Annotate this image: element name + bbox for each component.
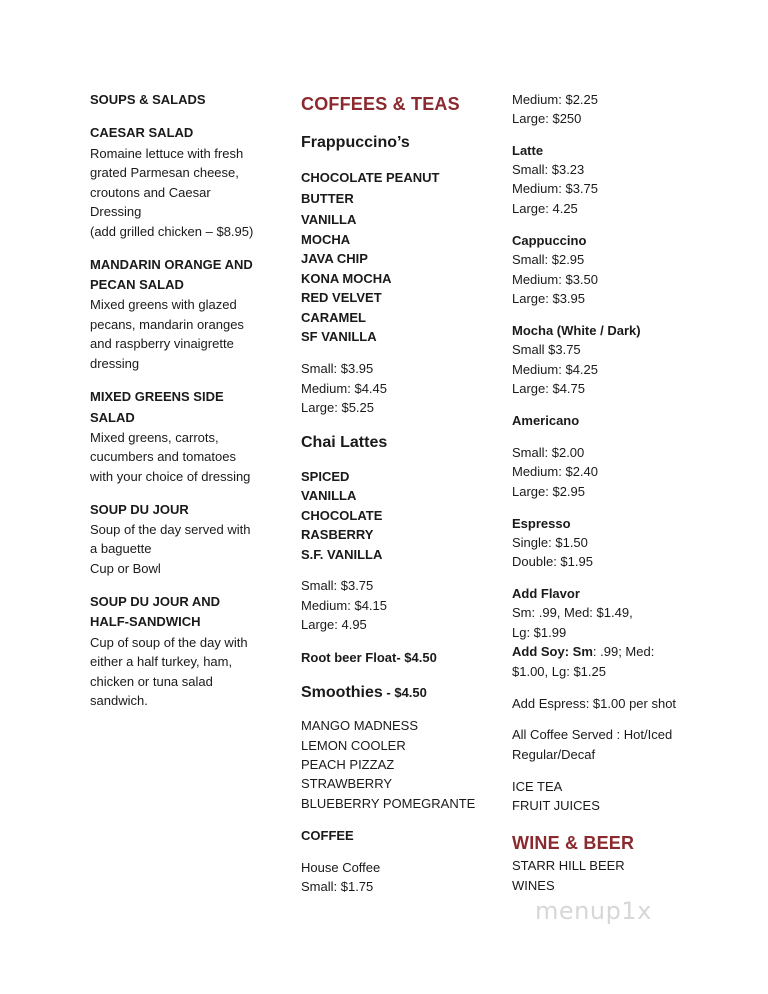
flavor-item: RASBERRY: [301, 527, 374, 542]
flavor-item: KONA MOCHA: [301, 271, 392, 286]
item-desc-line: with your choice of dressing: [90, 469, 251, 484]
flavor-item: JAVA CHIP: [301, 251, 368, 266]
item-desc-line: Cup or Bowl: [90, 561, 161, 576]
flavor-item: MOCHA: [301, 232, 351, 247]
item-desc-line: grated Parmesan cheese,: [90, 165, 239, 180]
item-desc-line: Soup of the day served with: [90, 522, 251, 537]
drink-latte: Latte: [512, 143, 544, 158]
all-coffee-note: Regular/Decaf: [512, 747, 596, 762]
price-line: $1.00, Lg: $1.25: [512, 664, 606, 679]
wine-line: WINES: [512, 878, 555, 893]
item-desc-line: sandwich.: [90, 693, 148, 708]
item-desc-line: dressing: [90, 356, 140, 371]
drink-espresso: Espresso: [512, 516, 571, 531]
flavor-item: VANILLA: [301, 212, 357, 227]
section-header-wine-beer: WINE & BEER: [512, 833, 635, 853]
price-line: Small: $3.75: [301, 578, 374, 593]
price-line: Small: $3.95: [301, 361, 374, 376]
price-line: Medium: $4.45: [301, 381, 387, 396]
flavor-item: CHOCOLATE: [301, 508, 383, 523]
price-line: Medium: $4.25: [512, 362, 598, 377]
drink-line: FRUIT JUICES: [512, 798, 600, 813]
drink-cappuccino: Cappuccino: [512, 233, 587, 248]
drink-americano: Americano: [512, 413, 580, 428]
item-name-mixed-greens: MIXED GREENS SIDE: [90, 389, 224, 404]
price-line: Medium: $2.25: [512, 92, 598, 107]
price-line: Large: $2.95: [512, 484, 586, 499]
add-soy-label: Add Soy: Sm: [512, 644, 593, 659]
add-espresso-line: Add Espress: $1.00 per shot: [512, 696, 677, 711]
price-line: Medium: $2.40: [512, 464, 598, 479]
item-desc-line: Romaine lettuce with fresh: [90, 146, 244, 161]
item-desc-line: a baguette: [90, 541, 152, 556]
price-line: Medium: $4.15: [301, 598, 387, 613]
price-line: Small: $2.00: [512, 445, 585, 460]
item-desc-line: (add grilled chicken – $8.95): [90, 224, 254, 239]
subsection-frappuccinos: Frappuccino’s: [301, 134, 410, 151]
price-line: Medium: $3.75: [512, 181, 598, 196]
add-soy-rest: : .99; Med:: [592, 644, 655, 659]
flavor-item: S.F. VANILLA: [301, 547, 383, 562]
price-line: Small: $1.75: [301, 879, 374, 894]
all-coffee-note: All Coffee Served : Hot/Iced: [512, 727, 673, 742]
smoothie-item: BLUEBERRY POMEGRANTE: [301, 796, 476, 811]
price-line: Double: $1.95: [512, 554, 593, 569]
flavor-item: SF VANILLA: [301, 329, 377, 344]
flavor-item: BUTTER: [301, 191, 354, 206]
item-root-beer-float: Root beer Float- $4.50: [301, 650, 437, 665]
subsection-smoothies: [301, 684, 427, 702]
flavor-item: SPICED: [301, 469, 350, 484]
price-line: Small: $2.95: [512, 252, 585, 267]
subsection-coffee: COFFEE: [301, 828, 354, 843]
item-name-caesar-salad: CAESAR SALAD: [90, 125, 194, 140]
section-header-coffees-teas: COFFEES & TEAS: [301, 94, 460, 114]
price-line: Small $3.75: [512, 342, 581, 357]
price-line: Sm: .99, Med: $1.49,: [512, 605, 633, 620]
price-line: Small: $3.23: [512, 162, 585, 177]
price-line: Lg: $1.99: [512, 625, 567, 640]
item-desc-line: croutons and Caesar: [90, 185, 211, 200]
flavor-item: CARAMEL: [301, 310, 366, 325]
flavor-item: RED VELVET: [301, 290, 382, 305]
item-desc-line: chicken or tuna salad: [90, 674, 213, 689]
item-desc-line: Dressing: [90, 204, 142, 219]
add-flavor-title: Add Flavor: [512, 586, 580, 601]
smoothies-title: Smoothies: [301, 684, 383, 701]
price-line: Large: 4.95: [301, 617, 367, 632]
item-name-mixed-greens: SALAD: [90, 410, 135, 425]
coffee-line: House Coffee: [301, 860, 381, 875]
flavor-item: VANILLA: [301, 488, 357, 503]
smoothie-item: STRAWBERRY: [301, 776, 393, 791]
price-line: Large: $4.75: [512, 381, 586, 396]
item-desc-line: pecans, mandarin oranges: [90, 317, 244, 332]
subsection-chai-lattes: Chai Lattes: [301, 434, 388, 451]
smoothie-item: MANGO MADNESS: [301, 718, 419, 733]
smoothie-item: PEACH PIZZAZ: [301, 757, 395, 772]
drink-line: ICE TEA: [512, 779, 563, 794]
price-line: Large: $3.95: [512, 291, 586, 306]
item-desc-line: Cup of soup of the day with: [90, 635, 248, 650]
watermark-logo: menup1x: [535, 897, 652, 925]
wine-line: STARR HILL BEER: [512, 858, 625, 873]
item-name-mandarin-salad: PECAN SALAD: [90, 277, 184, 292]
item-name-soup-du-jour: SOUP DU JOUR: [90, 502, 189, 517]
price-line: Single: $1.50: [512, 535, 588, 550]
price-line: Large: 4.25: [512, 201, 578, 216]
price-line: Medium: $3.50: [512, 272, 598, 287]
add-soy-line: [512, 644, 654, 660]
item-name-soup-half-sandwich: HALF-SANDWICH: [90, 614, 201, 629]
drink-mocha: Mocha (White / Dark): [512, 323, 641, 338]
item-desc-line: and raspberry vinaigrette: [90, 336, 234, 351]
smoothies-price: - $4.50: [382, 685, 427, 700]
item-desc-line: Mixed greens with glazed: [90, 297, 237, 312]
price-line: Large: $5.25: [301, 400, 375, 415]
flavor-item: CHOCOLATE PEANUT: [301, 170, 440, 185]
price-line: Large: $250: [512, 111, 582, 126]
smoothie-item: LEMON COOLER: [301, 738, 406, 753]
item-name-soup-half-sandwich: SOUP DU JOUR AND: [90, 594, 221, 609]
section-header-soups-salads: SOUPS & SALADS: [90, 92, 206, 107]
item-desc-line: Mixed greens, carrots,: [90, 430, 219, 445]
item-desc-line: either a half turkey, ham,: [90, 654, 233, 669]
item-desc-line: cucumbers and tomatoes: [90, 449, 236, 464]
item-name-mandarin-salad: MANDARIN ORANGE AND: [90, 257, 253, 272]
